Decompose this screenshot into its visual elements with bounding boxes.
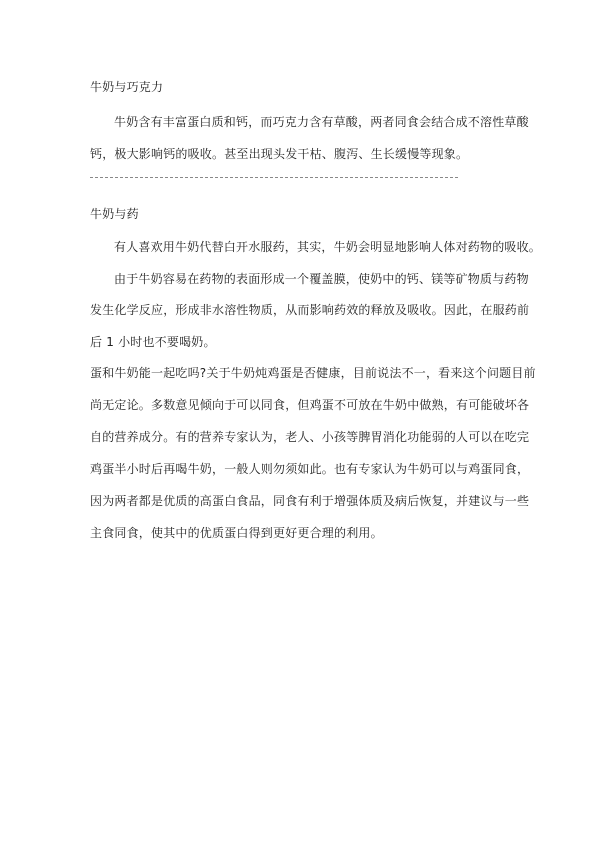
paragraph-line: 鸡蛋半小时后再喝牛奶，一般人则勿须如此。也有专家认为牛奶可以与鸡蛋同食， <box>90 462 530 476</box>
section-divider <box>90 177 458 178</box>
paragraph-line: 因为两者都是优质的高蛋白食品，同食有利于增强体质及病后恢复，并建议与一些 <box>90 494 530 508</box>
section-title-milk-chocolate: 牛奶与巧克力 <box>90 80 164 94</box>
paragraph-line: 蛋和牛奶能一起吃吗?关于牛奶炖鸡蛋是否健康，目前说法不一，看来这个问题目前 <box>90 366 536 380</box>
paragraph-line: 主食同食，使其中的优质蛋白得到更好更合理的利用。 <box>90 526 383 540</box>
paragraph-line: 自的营养成分。有的营养专家认为，老人、小孩等脾胃消化功能弱的人可以在吃完 <box>90 430 530 444</box>
paragraph-line: 牛奶含有丰富蛋白质和钙，而巧克力含有草酸，两者同食会结合成不溶性草酸 <box>114 115 529 129</box>
paragraph-line: 钙，极大影响钙的吸收。甚至出现头发干枯、腹泻、生长缓慢等现象。 <box>90 147 469 161</box>
paragraph-line: 发生化学反应，形成非水溶性物质，从而影响药效的释放及吸收。因此，在服药前 <box>90 303 530 317</box>
paragraph-line: 尚无定论。多数意见倾向于可以同食，但鸡蛋不可放在牛奶中做熟，有可能破坏各 <box>90 398 530 412</box>
paragraph-line: 后 1 小时也不要喝奶。 <box>90 335 216 349</box>
section-title-milk-medicine: 牛奶与药 <box>90 207 139 221</box>
paragraph-line: 由于牛奶容易在药物的表面形成一个覆盖膜，使奶中的钙、镁等矿物质与药物 <box>114 272 529 286</box>
paragraph-line: 有人喜欢用牛奶代替白开水服药，其实，牛奶会明显地影响人体对药物的吸收。 <box>114 240 542 254</box>
